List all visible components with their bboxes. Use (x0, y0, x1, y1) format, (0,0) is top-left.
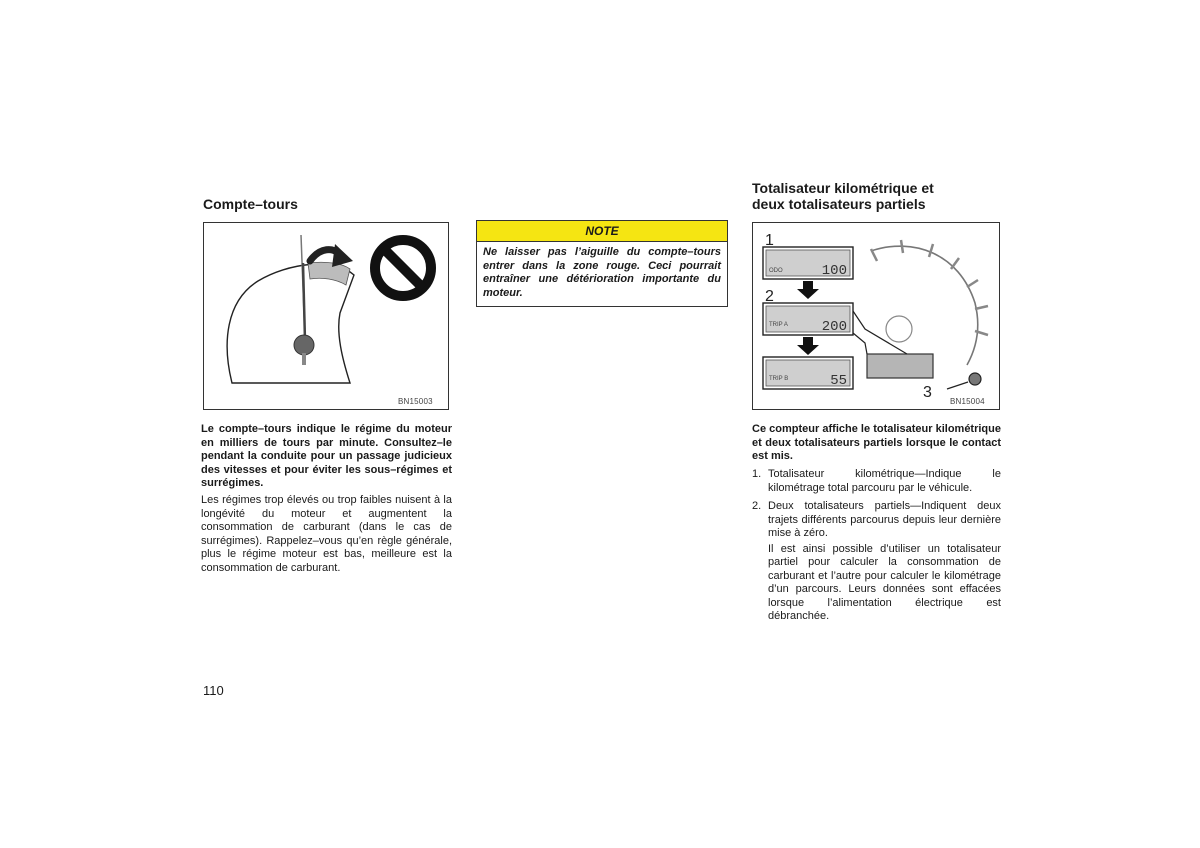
figure-code: BN15003 (398, 397, 433, 406)
svg-text:TRIP B: TRIP B (769, 376, 789, 382)
item-2-extra: Il est ainsi possible d’utiliser un totalisateur partiel pour calculer la consommation de carburant et l’autre pour calculer le kilométrage d’un parcours. Leurs données sont effacées lorsque l’alimentation électrique est débranchée. (768, 542, 1001, 622)
odometer-figure (752, 222, 1000, 410)
note-box (476, 220, 728, 307)
svg-text:ODO: ODO (769, 268, 783, 274)
odometer-illustration (753, 223, 999, 409)
tachometer-figure (203, 222, 449, 410)
display-3 (763, 357, 853, 389)
display-2 (763, 303, 853, 335)
svg-text:55: 55 (830, 373, 847, 389)
svg-text:200: 200 (821, 319, 847, 335)
section-heading-odometer (752, 180, 934, 212)
list-item: 2. Deux totalisateurs partiels—Indiquent deux trajets différents parcourus depuis leur dernière mise à zéro. Il est ainsi possible d’utiliser un totalisateur partiel pour calculer la consommation de carburant et l’autre pour calculer le kilométrage d’un parcours. Leurs données sont effacées lorsque l’alimentation électrique est débranchée. (752, 500, 1001, 622)
svg-text:TRIP A: TRIP A (769, 322, 788, 328)
needle-hub (294, 335, 314, 355)
section-heading-tachometer: Compte–tours (203, 196, 298, 212)
down-arrow-icon (797, 281, 819, 299)
tachometer-illustration (204, 223, 448, 409)
tachometer-intro: Le compte–tours indique le régime du moteur en milliers de tours par minute. Consultez–le pendant la conduite pour un passage judicieux des vitesses et pour éviter les sous–régimes et surrégimes. (201, 423, 452, 489)
step-label-3: 3 (923, 384, 932, 401)
reset-knob-icon (969, 373, 981, 385)
step-label-1: 1 (765, 232, 774, 249)
note-text: Ne laisser pas l’aiguille du compte–tours entrer dans la zone rouge. Ceci pourrait entraîner une détérioration importante du moteur. (483, 246, 721, 299)
heading-line-2: deux totalisateurs partiels (752, 196, 926, 212)
arrow-head (332, 244, 353, 267)
step-label-2: 2 (765, 288, 774, 305)
gauge-outline (227, 264, 354, 383)
odometer-list (752, 468, 1001, 629)
odometer-intro: Ce compteur affiche le totalisateur kilométrique et deux totalisateurs partiels lorsque le contact est mis. (752, 423, 1001, 462)
list-item: 1. Totalisateur kilométrique—Indique le kilométrage total parcouru par le véhicule. (752, 468, 1001, 494)
note-title: NOTE (477, 221, 727, 242)
tachometer-body: Les régimes trop élevés ou trop faibles nuisent à la longévité du moteur et augmentent la consommation de carburant (dans le cas de surrégimes). Rappelez–vous qu’en règle générale, plus le régime moteur est bas, meilleure est la consommation de carburant. (201, 494, 452, 574)
svg-text:100: 100 (821, 263, 847, 279)
main-display (867, 354, 933, 378)
down-arrow-icon (797, 337, 819, 355)
heading-line-1: Totalisateur kilométrique et (752, 180, 934, 196)
display-1 (763, 247, 853, 279)
page-number: 110 (203, 683, 224, 698)
figure-code: BN15004 (950, 397, 985, 406)
